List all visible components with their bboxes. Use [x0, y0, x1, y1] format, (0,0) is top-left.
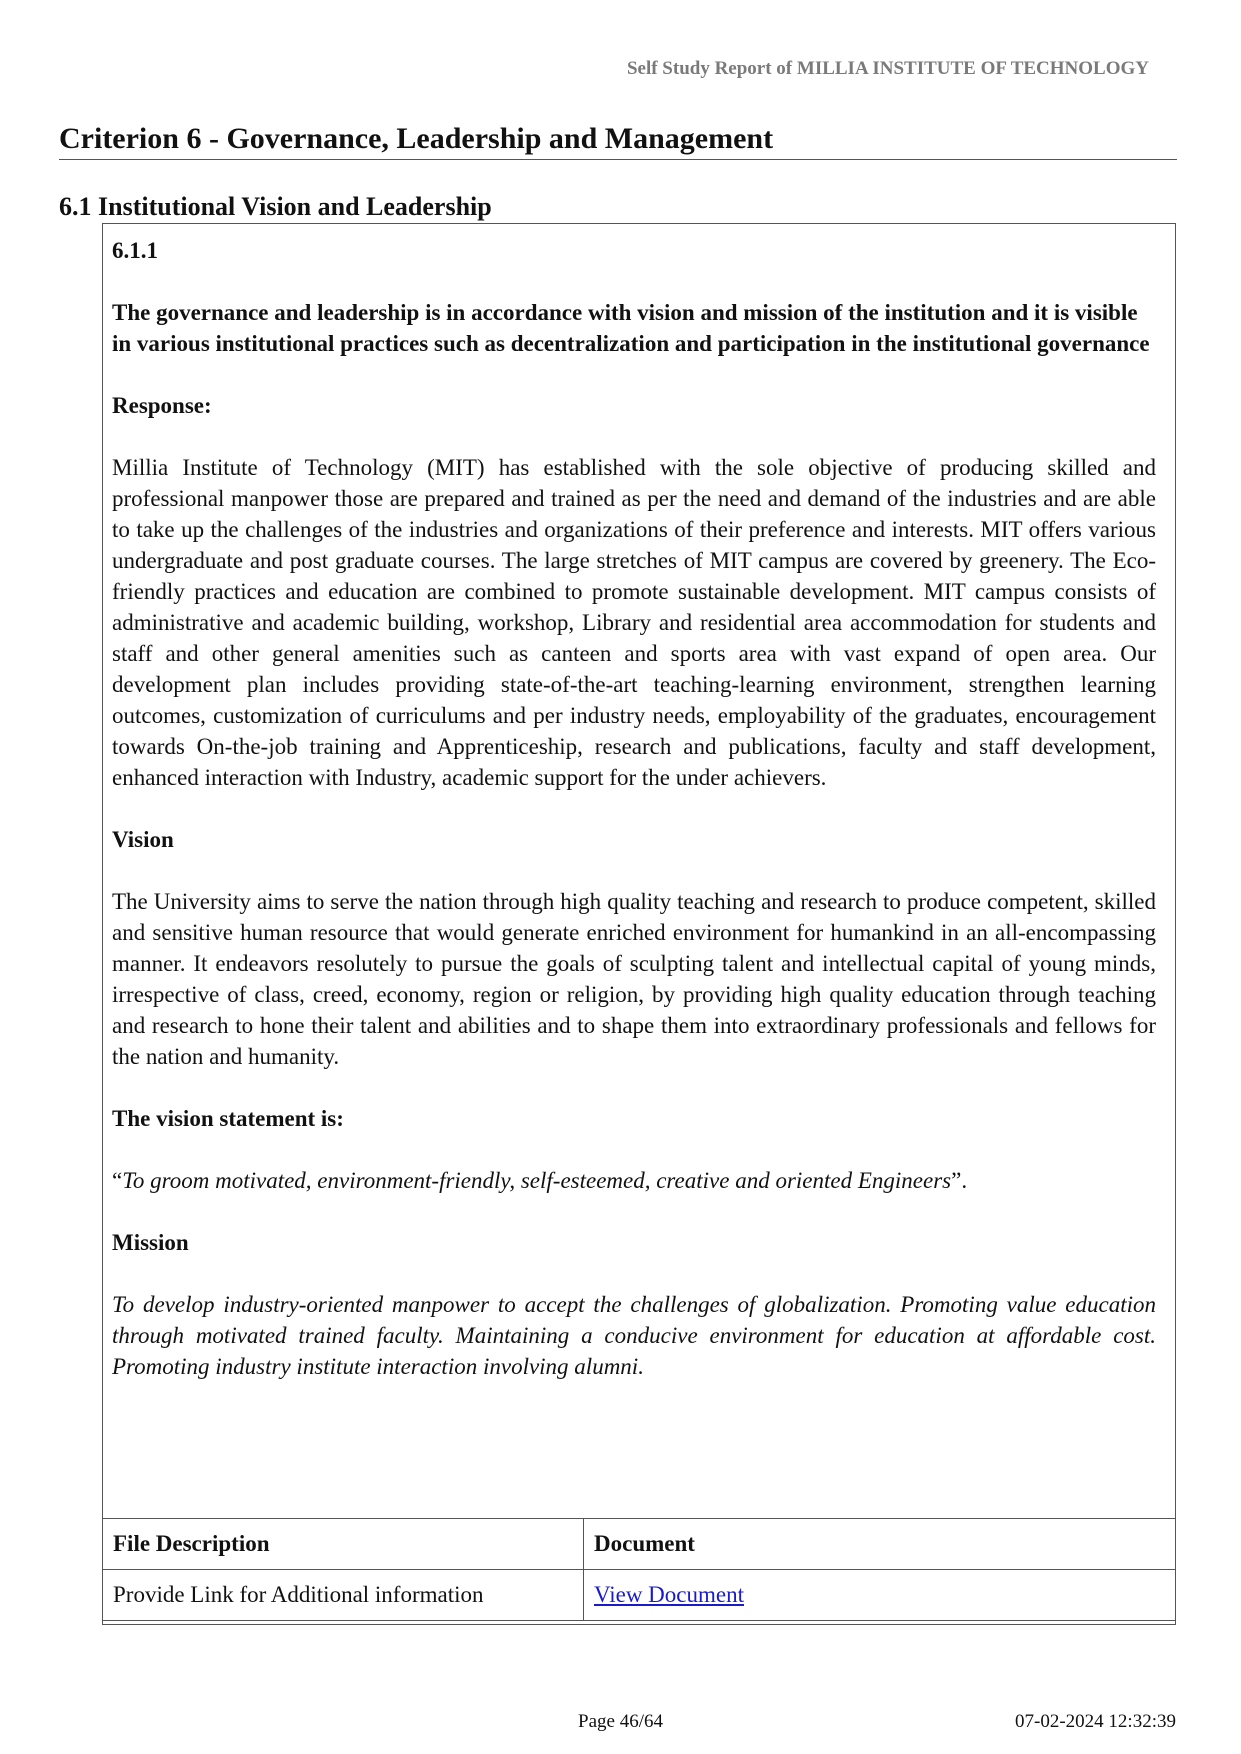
file-description-table	[102, 1518, 1176, 1621]
response-label: Response:	[112, 393, 212, 418]
table-row	[103, 1570, 1176, 1621]
view-document-link[interactable]: View Document	[594, 1582, 744, 1607]
section-title: 6.1 Institutional Vision and Leadership	[59, 192, 492, 221]
page-number: Page 46/64	[578, 1711, 663, 1732]
mission-text: To develop industry-oriented manpower to accept the challenges of globalization. Promoting value education through motivated trained faculty. Maintaining a conducive environment for education at affordable cost. Promoting industry institute interaction involving alumni.	[112, 1292, 1156, 1379]
metric-content	[112, 235, 1156, 1413]
column-header-file-description: File Description	[103, 1519, 584, 1570]
criterion-title: Criterion 6 - Governance, Leadership and Management	[59, 122, 1177, 160]
mission-label: Mission	[112, 1230, 189, 1255]
metric-statement: The governance and leadership is in accordance with vision and mission of the institution and it is visible in various institutional practices such as decentralization and participation in the institutional governance	[112, 300, 1150, 356]
column-header-document: Document	[584, 1519, 1176, 1570]
response-text: Millia Institute of Technology (MIT) has established with the sole objective of producing skilled and professional manpower those are prepared and trained as per the need and demand of the industries and are able to take up the challenges of the industries and organizations of their preference and interests. MIT offers various undergraduate and post graduate courses. The large stretches of MIT campus are covered by greenery. The Eco-friendly practices and education are combined to promote sustainable development. MIT campus consists of administrative and academic building, workshop, Library and residential area accommodation for students and staff and other general amenities such as canteen and sports area with vast expand of open area. Our development plan includes providing state-of-the-art teaching-learning environment, strengthen learning outcomes, customization of curriculums and per industry needs, employability of the graduates, encouragement towards On-the-job training and Apprenticeship, research and publications, faculty and staff development, enhanced interaction with Industry, academic support for the under achievers.	[112, 455, 1156, 790]
footer-timestamp: 07-02-2024 12:32:39	[1015, 1711, 1176, 1732]
vision-statement-label: The vision statement is:	[112, 1106, 344, 1131]
document-cell	[584, 1570, 1176, 1621]
vision-text: The University aims to serve the nation through high quality teaching and research to produce competent, skilled and sensitive human resource that would generate enriched environment for humankind in an all-encompassing manner. It endeavors resolutely to pursue the goals of sculpting talent and intellectual capital of young minds, irrespective of class, creed, economy, region or religion, by providing high quality education through teaching and research to hone their talent and abilities and to shape them into extraordinary professionals and fellows for the nation and humanity.	[112, 889, 1156, 1069]
report-header: Self Study Report of MILLIA INSTITUTE OF TECHNOLOGY	[626, 58, 1149, 79]
vision-statement	[112, 1165, 1156, 1196]
file-description-cell: Provide Link for Additional information	[103, 1570, 584, 1621]
table-header-row	[103, 1519, 1176, 1570]
vision-statement-text: To groom motivated, environment-friendly, self-esteemed, creative and oriented Engineers	[122, 1168, 952, 1193]
close-quote: ”.	[951, 1168, 968, 1193]
vision-label: Vision	[112, 827, 174, 852]
open-quote: “	[112, 1168, 123, 1193]
metric-number: 6.1.1	[112, 238, 158, 263]
